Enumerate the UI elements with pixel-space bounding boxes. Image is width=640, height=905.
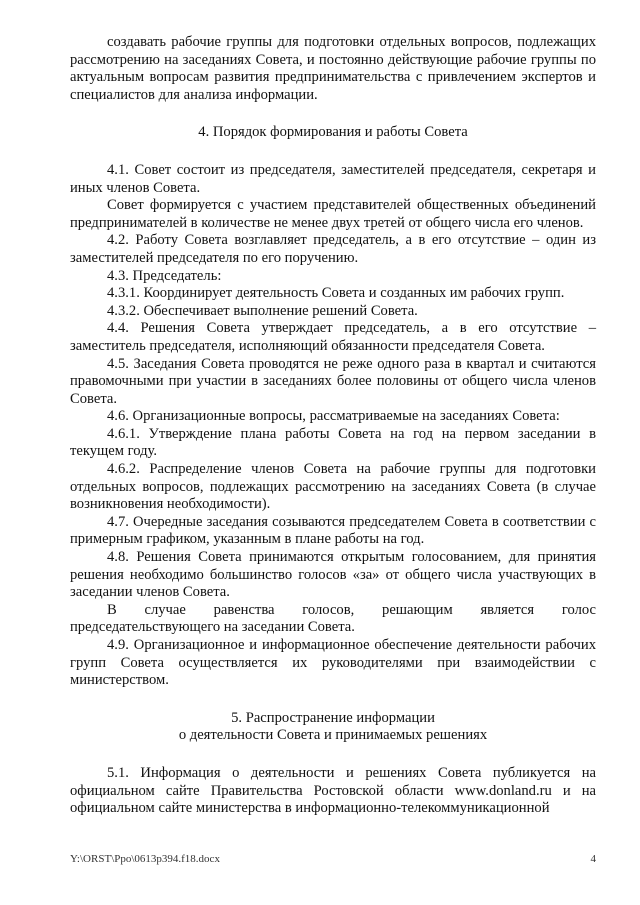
paragraph-4-3: 4.3. Председатель: xyxy=(107,267,222,284)
paragraph-4-2: 4.2. Работу Совета возглавляет председатель, а в его отсутствие – один из заместителей председателя по его поручению. xyxy=(70,232,596,266)
section-4-body xyxy=(70,162,596,690)
paragraph-4-6-2: 4.6.2. Распределение членов Совета на рабочие группы для подготовки отдельных вопросов, подлежащих рассмотрению на заседаниях Совета (в случае возникновения необходимости). xyxy=(70,461,596,513)
paragraph-4-3-2: 4.3.2. Обеспечивает выполнение решений Совета. xyxy=(107,302,418,319)
section-5-title xyxy=(70,710,596,745)
paragraph-4-6-1: 4.6.1. Утверждение плана работы Совета на год на первом заседании в текущем году. xyxy=(70,425,596,460)
paragraph-4-9: 4.9. Организационное и информационное обеспечение деятельности рабочих групп Совета осуществляется их руководителями при взаимодействии с министерством. xyxy=(70,637,596,689)
paragraph-4-4: 4.4. Решения Совета утверждает председатель, а в его отсутствие – заместитель председателя, исполняющий обязанности председателя Совета. xyxy=(70,320,596,354)
paragraph-5-1: 5.1. Информация о деятельности и решениях Совета публикуется на официальном сайте Правительства Ростовской области www.donland.ru и на официальном сайте министерства в информационно-телекоммуникационной xyxy=(70,764,596,817)
file-path: Y:\ORST\Ppo\0613p394.f18.docx xyxy=(70,853,220,865)
page-number: 4 xyxy=(590,853,596,865)
paragraph-4-1: 4.1. Совет состоит из председателя, заместителей председателя, секретаря и иных членов Совета. xyxy=(70,161,596,196)
section-5-body xyxy=(70,765,596,818)
paragraph-4-8: 4.8. Решения Совета принимаются открытым голосованием, для принятия решения необходимо большинство голосов «за» от общего числа участвующих в заседании членов Совета. xyxy=(70,549,596,601)
paragraph-4-8-tie: В случае равенства голосов, решающим является голос председательствующего на заседании Совета. xyxy=(70,601,596,636)
paragraph-4-5: 4.5. Заседания Совета проводятся не реже одного раза в квартал и считаются правомочными при участии в заседаниях более половины от общего числа членов Совета. xyxy=(70,355,596,407)
document-page xyxy=(70,34,596,818)
section-5-title-line-2: о деятельности Совета и принимаемых решениях xyxy=(178,727,488,744)
paragraph-4-6: 4.6. Организационные вопросы, рассматриваемые на заседаниях Совета: xyxy=(107,408,560,425)
paragraph-4-7: 4.7. Очередные заседания созываются председателем Совета в соответствии с примерным графиком, указанным в плане работы на год. xyxy=(70,513,596,548)
paragraph-4-3-1: 4.3.1. Координирует деятельность Совета и созданных им рабочих групп. xyxy=(107,285,565,302)
section-5-title-line-1: 5. Распространение информации xyxy=(231,709,435,726)
section-4-title: 4. Порядок формирования и работы Совета xyxy=(198,124,468,141)
paragraph-4-1-composition: Совет формируется с участием представителей общественных объединений предпринимателей в количестве не менее двух третей от общего числа его членов. xyxy=(70,197,596,231)
intro-paragraph: создавать рабочие группы для подготовки отдельных вопросов, подлежащих рассмотрению на заседаниях Совета, и постоянно действующие рабочие группы по актуальным вопросам развития предпринимательства с привлечением экспертов и специалистов для анализа информации. xyxy=(70,34,596,103)
